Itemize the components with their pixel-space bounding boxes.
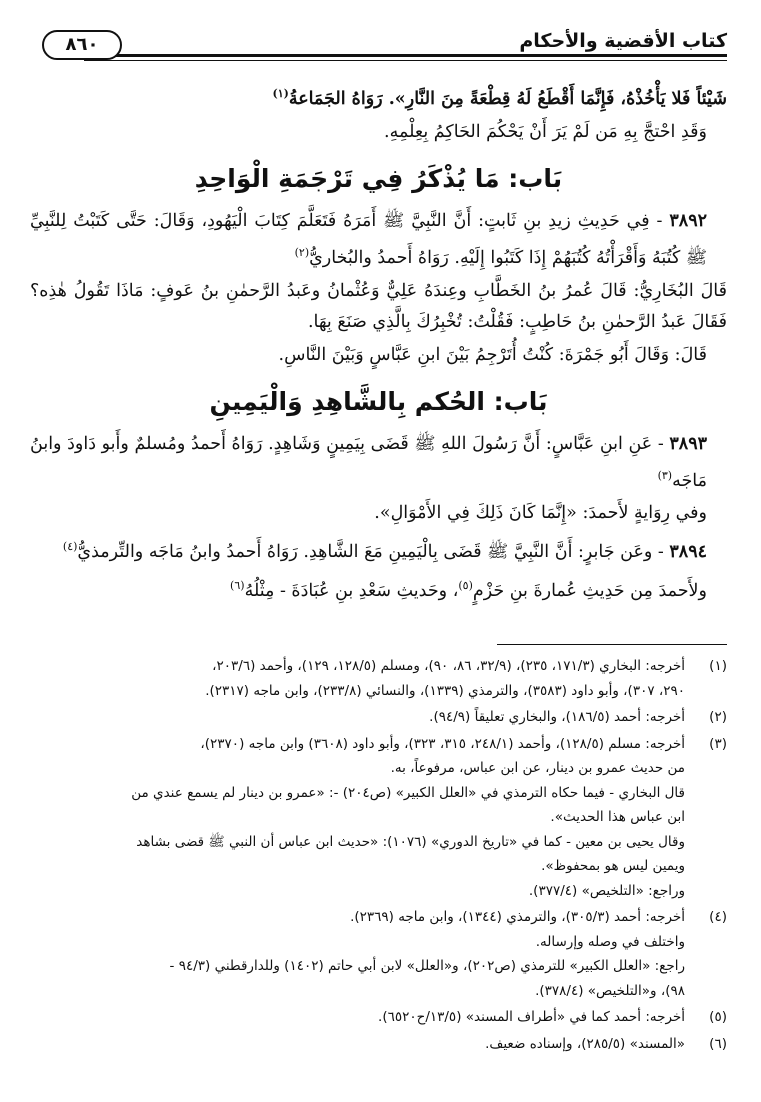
footnote-text: [30, 1005, 685, 1030]
paragraph: قَالَ البُخَارِيُّ: قَالَ عُمرُ بنُ الخَطَّابِ وعِندَهُ عَلِيٌّ وَعُثْمانُ وعَبدُ الرَّحمٰنِ بنُ عَوفٍ: مَاذَا تَقُولُ هٰذِه؟ فَقَالَ عَبدُ الرَّحمٰنِ بنُ حَاطِبٍ: فَقُلْتُ: تُخْبِرُكَ بِالَّذِي صَنَعَ بِهَا.: [30, 280, 727, 332]
footnote-line: أخرجه: مسلم (١٢٨/٥)، وأحمد (٢٤٨/١، ٣١٥، ٣٢٣)، وأبو داود (٣٦٠٨) وابن ماجه (٢٣٧٠)،: [200, 735, 685, 752]
footnote-text: [30, 905, 685, 1003]
footnote-ref: (١): [272, 87, 289, 100]
paragraph: [30, 78, 727, 115]
hadith-text: - عَنِ ابنِ عَبَّاسٍ: أَنَّ رَسُولَ اللهِ ﷺ قَضَى بِيَمِينٍ وَشَاهِدٍ. رَوَاهُ أَحمدُ ومُسلمٌ وأَبو دَاودَ وابنُ مَاجَه: [30, 433, 707, 491]
footnote-ref: (٣): [657, 468, 673, 482]
footnote: [30, 1032, 727, 1057]
hadith-number: ٣٨٩٤: [669, 542, 707, 563]
footnote-ref: (٦): [230, 579, 245, 593]
footnote-line: راجع: «العلل الكبير» للترمذي (ص٢٠٢)، و«العلل» لابن أبي حاتم (١٤٠٢) وللدارقطني (٩٤/٣ -: [169, 958, 685, 974]
footnote-line: من حديث عمرو بن دينار، عن ابن عباس، مرفوعاً، به.: [390, 760, 685, 776]
header-rule-thin: [84, 60, 727, 61]
footnote-line: وقال يحيى بن معين - كما في «تاريخ الدوري» (١٠٧٦): «حديث ابن عباس أن النبي ﷺ قضى بشاهد: [136, 833, 685, 850]
footnote-line: أخرجه: البخاري (١٧١/٣، ٢٣٥)، (٣٢/٩، ٨٦، ٩٠)، ومسلم (١٢٨/٥، ١٢٩)، وأحمد (٢٠٣/٦،: [212, 658, 685, 674]
footnote-text: [30, 705, 685, 730]
paragraph: قَالَ: وَقَالَ أَبُو جَمْرَةَ: كُنْتُ أُتَرْجِمُ بَيْنَ ابنِ عَبَّاسٍ وَبَيْنَ النَّاسِ.: [278, 344, 707, 365]
hadith-number: ٣٨٩٢: [669, 210, 707, 231]
footnote-line: واختلف في وصله وإرساله.: [535, 933, 685, 950]
footnote-separator: [497, 644, 727, 645]
hadith-text: - فِي حَدِيثِ زيدِ بنِ ثَابتٍ: أَنَّ النَّبِيَّ ﷺ أَمَرَهُ فَتَعَلَّمَ كِتَابَ الْيَهُودِ، وَقَالَ: حَتَّى كَتَبْتُ لِلنَّبِيِّ ﷺ كُتُبَهُ وَأَقْرَأْتُهُ كُتُبَهُمْ إِذَا كَتَبُوا إِلَيْهِ. رَوَاهُ أَحمدُ والبُخاريُّ: [30, 210, 707, 268]
footnote-line: أخرجه: أحمد (٣٠٥/٣)، والترمذي (١٣٤٤)، وابن ماجه (٢٣٦٩).: [350, 909, 685, 925]
footnote-text: [30, 1032, 685, 1057]
text: ولأَحمدَ مِن حَدِيثِ عُمارةَ بنِ حَزْمٍ: [472, 581, 707, 602]
footnote-text: [30, 654, 685, 703]
footnote-number: (٢): [709, 709, 727, 725]
footnote-line: «المسند» (٢٨٥/٥)، وإسناده ضعيف.: [485, 1035, 685, 1052]
hadith-text: - وعَن جَابرٍ: أَنَّ النَّبِيَّ ﷺ قَضَى بِالْيَمِينِ مَعَ الشَّاهِدِ. رَوَاهُ أَحمدُ وابنُ مَاجَه والتِّرمذيُّ: [77, 542, 670, 563]
footnote-line: ٩٨)، و«التلخيص» (٣٧٨/٤).: [535, 982, 685, 999]
footnote-line: قال البخاري - فيما حكاه الترمذي في «العلل الكبير» (ص٢٠٤) -: «عمرو بن دينار لم يسمع عندي من: [131, 784, 685, 801]
footnote-ref: (٤): [62, 540, 78, 554]
footnote: [30, 905, 727, 1003]
chapter-heading: بَاب: الحُكم بِالشَّاهِدِ وَالْيَمِينِ: [209, 386, 548, 416]
text: شَيْئاً فَلا يَأْخُذْهُ، فَإِنَّمَا أَقْطَعُ لَهُ قِطْعَةً مِنَ النَّارِ». رَوَاهُ الجَمَاعةُ: [288, 88, 727, 109]
footnote-number: (٦): [709, 1035, 727, 1052]
footnote: [30, 705, 727, 730]
hadith-3894: [30, 531, 727, 568]
footnote-line: ٢٩٠، ٣٠٧)، وأبو داود (٣٥٨٣)، والترمذي (١٣٣٩)، والنسائي (٢٣٣/٨)، وابن ماجه (٢٣١٧).: [205, 682, 685, 699]
footnote-number: (٥): [709, 1009, 727, 1025]
footnote: [30, 654, 727, 703]
footnote-number: (٤): [709, 909, 727, 925]
hadith-3892: [30, 206, 727, 274]
footnote-number: (١): [709, 658, 727, 674]
footnote-line: أخرجه: أحمد (١٨٦/٥)، والبخاري تعليقاً (٩٤/٩).: [429, 709, 685, 725]
text: ، وحَديثِ سَعْدِ بنِ عُبَادَةَ - مِثْلُهُ: [244, 581, 459, 602]
footnote-line: وراجع: «التلخيص» (٣٧٧/٤).: [528, 882, 685, 899]
page-number: ٨٦٠: [42, 30, 122, 60]
header-rule: [84, 54, 727, 57]
book-title: كتاب الأقضية والأحكام: [519, 30, 727, 52]
footnote-line: ويمين ليس هو بمحفوظ».: [541, 858, 685, 874]
paragraph: وَقَدِ احْتجَّ بِهِ مَن لَمْ يَرَ أَنْ يَحْكُمَ الحَاكِمُ بِعِلْمِهِ.: [384, 121, 707, 142]
footnote-text: [30, 732, 685, 904]
hadith-number: ٣٨٩٣: [669, 433, 707, 454]
hadith-3893: [30, 429, 727, 497]
main-text: [30, 78, 727, 609]
footnote-line: أخرجه: أحمد كما في «أطراف المسند» (١٣/٥/ح٦٥٢٠).: [378, 1009, 685, 1025]
footnotes: [30, 654, 727, 1058]
footnote-number: (٣): [709, 735, 727, 752]
paragraph: [30, 570, 727, 607]
paragraph: وفي رِوَايةٍ لأَحمدَ: «إِنَّمَا كَانَ ذَلِكَ فِي الأَمْوَالِ».: [374, 503, 707, 524]
footnote-line: ابن عباس هذا الحديث».: [550, 809, 685, 825]
footnote-ref: (٥): [458, 579, 473, 593]
footnote: [30, 1005, 727, 1030]
footnote-ref: (٢): [294, 245, 310, 259]
chapter-heading: بَاب: مَا يُذْكَرُ فِي تَرْجَمَةِ الْوَاحِدِ: [194, 163, 563, 193]
running-header: [24, 28, 727, 68]
footnote: [30, 732, 727, 904]
